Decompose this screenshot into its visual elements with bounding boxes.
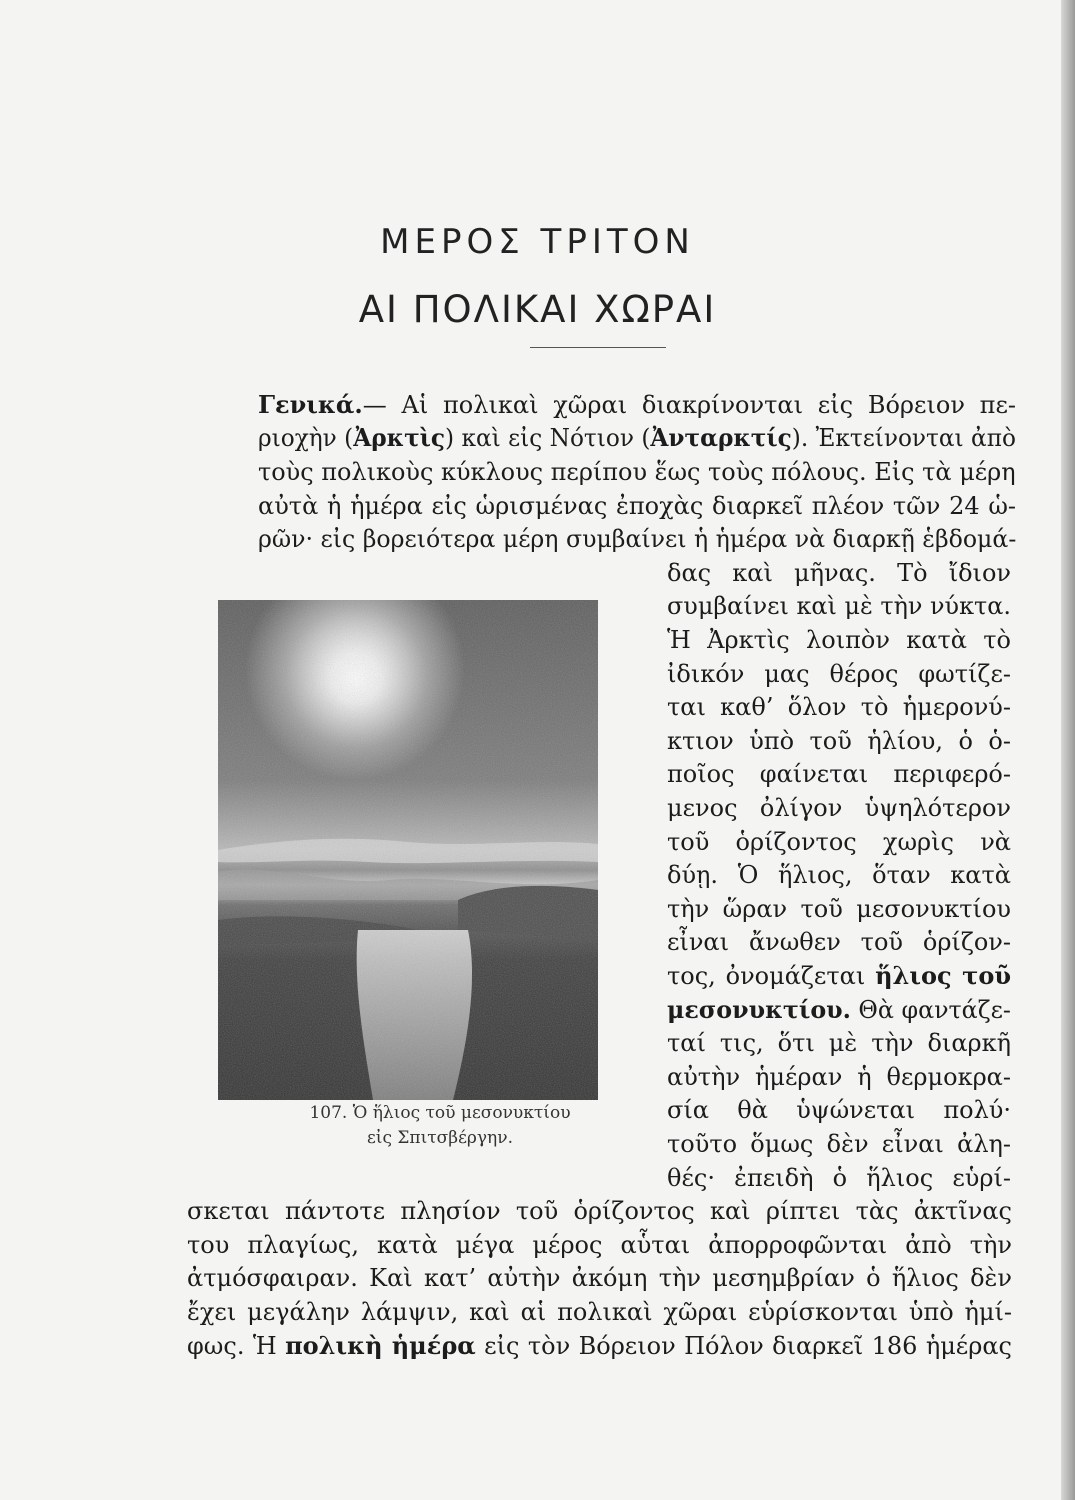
text-line: ρῶν· εἰς βορειότερα μέρη συμβαίνει ἡ ἡμέρα νὰ διαρκῇ ἑβδομά- — [258, 525, 1017, 553]
text-line: Γενικά.— Αἱ πολικαὶ χῶραι διακρίνονται εἰς Βόρειον πε- — [258, 390, 1017, 419]
text-line: τοὺς πολικοὺς κύκλους περίπου ἕως τοὺς πόλους. Εἰς τὰ μέρη — [258, 458, 1016, 486]
text-line: ριοχὴν (Ἀρκτὶς) καὶ εἰς Νότιον (Ἀνταρκτίς). Ἐκτείνονται ἀπὸ — [258, 423, 1016, 452]
text-line: δας καὶ μῆνας. Τὸ ἴδιον — [667, 559, 1011, 587]
text-line: ἔχει μεγάλην λάμψιν, καὶ αἱ πολικαὶ χῶραι εὑρίσκονται ὑπὸ ἡμί- — [187, 1298, 1013, 1326]
text-line: κτιον ὑπὸ τοῦ ἡλίου, ὁ ὁ- — [667, 727, 1011, 755]
text-line: ται καθ’ ὅλον τὸ ἡμερονύ- — [667, 693, 1011, 721]
section-lead: Γενικά. — [258, 390, 363, 419]
text-line: σία θὰ ὑψώνεται πολύ· — [667, 1096, 1012, 1124]
text-line: θές· ἐπειδὴ ὁ ἥλιος εὑρί- — [667, 1164, 1011, 1192]
text-line: τοῦτο ὅμως δὲν εἶναι ἀλη- — [667, 1130, 1012, 1158]
text-line: αὐτὰ ἡ ἡμέρα εἰς ὡρισμένας ἐποχὰς διαρκεῖ πλέον τῶν 24 ὡ- — [258, 492, 1017, 520]
midnight-sun-photo — [218, 600, 598, 1100]
text-line: τος, ὀνομάζεται ἥλιος τοῦ — [667, 961, 1011, 990]
bold-term: μεσονυκτίου. — [667, 995, 851, 1024]
bold-term: ἥλιος τοῦ — [875, 961, 1011, 990]
title-divider — [530, 347, 666, 348]
text-line: ποῖος φαίνεται περιφερό- — [667, 760, 1011, 788]
text-line: τοῦ ὁρίζοντος χωρὶς νὰ — [667, 828, 1011, 856]
text-line: μενος ὀλίγον ὑψηλότερον — [667, 794, 1011, 822]
photo-grain — [218, 600, 598, 1100]
caption-line: εἰς Σπιτσβέργην. — [367, 1128, 513, 1148]
text-line: Ἡ Ἀρκτὶς λοιπὸν κατὰ τὸ — [667, 626, 1011, 654]
midnight-sun-scene — [218, 600, 598, 1100]
text-line: του πλαγίως, κατὰ μέγα μέρος αὗται ἀπορροφῶνται ἀπὸ τὴν — [187, 1231, 1013, 1259]
text-line: ταί τις, ὅτι μὲ τὴν διαρκῆ — [667, 1029, 1012, 1057]
text-line: φως. Ἡ πολικὴ ἡμέρα εἰς τὸν Βόρειον Πόλον διαρκεῖ 186 ἡμέρας — [187, 1331, 1012, 1360]
chapter-title: ΑΙ ΠΟΛΙΚΑΙ ΧΩΡΑΙ — [358, 288, 717, 331]
figure-caption — [240, 1101, 640, 1151]
text-line: ἰδικόν μας θέρος φωτίζε- — [667, 660, 1011, 688]
text-line: τὴν ὥραν τοῦ μεσονυκτίου — [667, 895, 1012, 923]
text-line: σκεται πάντοτε πλησίον τοῦ ὁρίζοντος καὶ ρίπτει τὰς ἀκτῖνας — [187, 1197, 1012, 1225]
text-line: συμβαίνει καὶ μὲ τὴν νύκτα. — [667, 592, 1011, 620]
text-line: μεσονυκτίου. Θὰ φαντάζε- — [667, 995, 1011, 1024]
text-line: αὐτὴν ἡμέραν ἡ θερμοκρα- — [667, 1063, 1011, 1091]
part-title: ΜΕΡΟΣ ΤΡΙΤΟΝ — [380, 222, 695, 262]
bold-term: πολικὴ ἡμέρα — [285, 1331, 476, 1360]
text-line: δύῃ. Ὁ ἥλιος, ὅταν κατὰ — [667, 861, 1012, 889]
text-line: εἶναι ἄνωθεν τοῦ ὁρίζον- — [667, 928, 1011, 956]
caption-line: 107. Ὁ ἥλιος τοῦ μεσονυκτίου — [309, 1103, 571, 1123]
text-line: ἀτμόσφαιραν. Καὶ κατ’ αὐτὴν ἀκόμη τὴν μεσημβρίαν ὁ ἥλιος δὲν — [187, 1264, 1012, 1292]
